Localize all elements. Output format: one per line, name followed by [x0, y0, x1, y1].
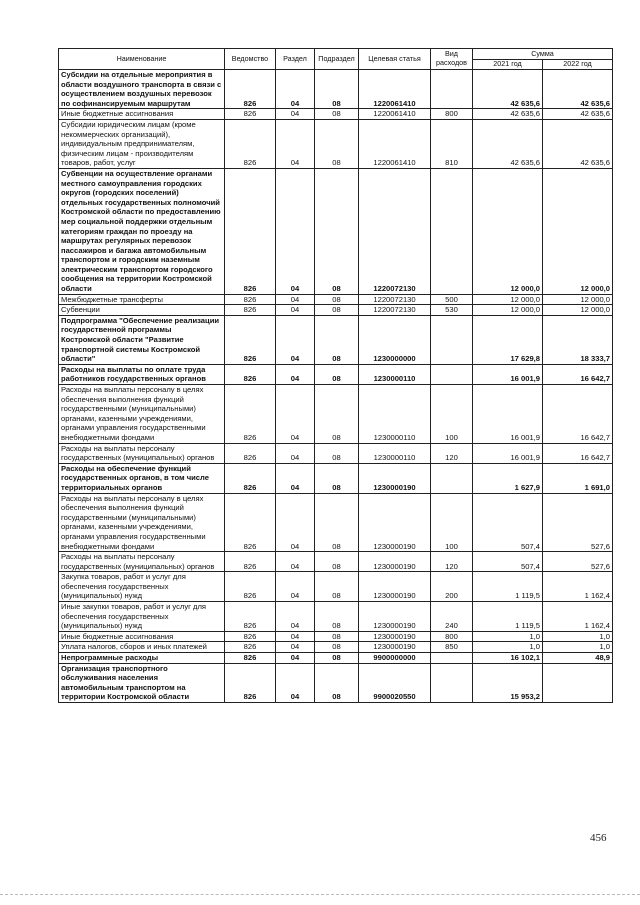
row-name: Расходы на выплаты персоналу в целях обеспечения выполнения функций государственными (муниципальными) органами, казенными учреждениями, органами управления государственными внебюджетными фондами — [59, 493, 225, 552]
row-name: Субвенции — [59, 305, 225, 316]
row-celevaya: 9900000000 — [359, 653, 431, 664]
row-vid: 200 — [431, 572, 473, 602]
row-sum-2021: 1 627,9 — [473, 463, 543, 493]
header-name: Наименование — [59, 49, 225, 70]
row-name: Расходы на выплаты персоналу государственных (муниципальных) органов — [59, 443, 225, 463]
row-razdel: 04 — [276, 463, 315, 493]
row-vid — [431, 364, 473, 384]
row-razdel: 04 — [276, 305, 315, 316]
table-row — [59, 385, 613, 444]
row-sum-2022: 42 635,6 — [543, 119, 613, 168]
row-sum-2022: 48,9 — [543, 653, 613, 664]
table-row — [59, 305, 613, 316]
row-name: Субсидии юридическим лицам (кроме некоммерческих организаций), индивидуальным предпринимателям, физическим лицам - производителям товаров, работ, услуг — [59, 119, 225, 168]
table-row — [59, 315, 613, 364]
row-razdel: 04 — [276, 443, 315, 463]
row-name: Расходы на выплаты персоналу государственных (муниципальных) органов — [59, 552, 225, 572]
row-celevaya: 1230000190 — [359, 572, 431, 602]
row-name: Уплата налогов, сборов и иных платежей — [59, 642, 225, 653]
row-sum-2022: 42 635,6 — [543, 109, 613, 120]
row-sum-2022: 1 691,0 — [543, 463, 613, 493]
row-celevaya: 1220072130 — [359, 294, 431, 305]
row-vid: 800 — [431, 109, 473, 120]
table-row — [59, 294, 613, 305]
row-sum-2022: 12 000,0 — [543, 305, 613, 316]
row-name: Расходы на выплаты по оплате труда работников государственных органов — [59, 364, 225, 384]
row-vid: 100 — [431, 385, 473, 444]
row-razdel: 04 — [276, 168, 315, 294]
row-sum-2022: 527,6 — [543, 493, 613, 552]
row-name: Субвенции на осуществление органами местного самоуправления городских округов (городских поселений) отдельных государственных полномочий Костромской области по предоставлению мер социальной поддержки отдельным категориям граждан по проезду на маршрутах регулярных перевозок пассажиров и багажа автомобильным транспортом и городским наземным электрическим транспортом городского сообщения на территории Костромской области — [59, 168, 225, 294]
row-podrazdel: 08 — [315, 642, 359, 653]
row-vid: 120 — [431, 552, 473, 572]
row-vedomstvo: 826 — [225, 305, 276, 316]
row-vedomstvo: 826 — [225, 602, 276, 632]
row-name: Подпрограмма "Обеспечение реализации государственной программы Костромской области "Развитие транспортной системы Костромской области" — [59, 315, 225, 364]
row-sum-2022: 12 000,0 — [543, 168, 613, 294]
row-sum-2021: 16 001,9 — [473, 385, 543, 444]
table-row — [59, 493, 613, 552]
page-edge-divider — [0, 894, 640, 895]
row-vedomstvo: 826 — [225, 631, 276, 642]
table-row — [59, 642, 613, 653]
row-podrazdel: 08 — [315, 109, 359, 120]
row-razdel: 04 — [276, 663, 315, 702]
row-sum-2021: 16 102,1 — [473, 653, 543, 664]
row-podrazdel: 08 — [315, 653, 359, 664]
row-celevaya: 1230000190 — [359, 642, 431, 653]
header-summa: Сумма — [473, 49, 613, 60]
table-row — [59, 70, 613, 109]
row-name: Расходы на обеспечение функций государственных органов, в том числе территориальных органов — [59, 463, 225, 493]
row-sum-2021: 12 000,0 — [473, 294, 543, 305]
row-sum-2021: 16 001,9 — [473, 443, 543, 463]
row-podrazdel: 08 — [315, 602, 359, 632]
table-row — [59, 168, 613, 294]
row-celevaya: 1220061410 — [359, 119, 431, 168]
header-razdel: Раздел — [276, 49, 315, 70]
row-name: Иные бюджетные ассигнования — [59, 109, 225, 120]
row-celevaya: 1230000110 — [359, 385, 431, 444]
row-sum-2022: 42 635,6 — [543, 70, 613, 109]
row-celevaya: 1230000000 — [359, 315, 431, 364]
row-vedomstvo: 826 — [225, 463, 276, 493]
row-vid — [431, 70, 473, 109]
row-razdel: 04 — [276, 385, 315, 444]
header-year-2022: 2022 год — [543, 60, 613, 70]
row-sum-2022: 16 642,7 — [543, 385, 613, 444]
row-sum-2022: 1,0 — [543, 631, 613, 642]
row-sum-2022: 18 333,7 — [543, 315, 613, 364]
row-vedomstvo: 826 — [225, 572, 276, 602]
row-razdel: 04 — [276, 642, 315, 653]
table-row — [59, 109, 613, 120]
row-celevaya: 1220072130 — [359, 168, 431, 294]
row-razdel: 04 — [276, 364, 315, 384]
row-sum-2022 — [543, 663, 613, 702]
row-sum-2021: 1 119,5 — [473, 602, 543, 632]
row-vedomstvo: 826 — [225, 653, 276, 664]
row-sum-2022: 1 162,4 — [543, 602, 613, 632]
row-vid: 500 — [431, 294, 473, 305]
row-podrazdel: 08 — [315, 294, 359, 305]
row-razdel: 04 — [276, 653, 315, 664]
row-sum-2021: 1,0 — [473, 631, 543, 642]
header-podrazdel: Подраздел — [315, 49, 359, 70]
row-vid — [431, 653, 473, 664]
row-vid: 800 — [431, 631, 473, 642]
header-vid: Вид расходов — [431, 49, 473, 70]
row-razdel: 04 — [276, 119, 315, 168]
row-vedomstvo: 826 — [225, 364, 276, 384]
table-row — [59, 653, 613, 664]
row-vid: 120 — [431, 443, 473, 463]
row-celevaya: 1220061410 — [359, 109, 431, 120]
row-celevaya: 1230000190 — [359, 493, 431, 552]
row-celevaya: 1230000110 — [359, 364, 431, 384]
row-sum-2021: 1 119,5 — [473, 572, 543, 602]
row-vedomstvo: 826 — [225, 663, 276, 702]
row-celevaya: 1230000190 — [359, 631, 431, 642]
budget-table-page — [58, 48, 612, 703]
row-sum-2021: 42 635,6 — [473, 109, 543, 120]
table-row — [59, 572, 613, 602]
row-vedomstvo: 826 — [225, 552, 276, 572]
row-vedomstvo: 826 — [225, 119, 276, 168]
row-vid — [431, 463, 473, 493]
row-sum-2022: 12 000,0 — [543, 294, 613, 305]
row-celevaya: 9900020550 — [359, 663, 431, 702]
row-name: Непрограммные расходы — [59, 653, 225, 664]
row-name: Субсидии на отдельные мероприятия в области воздушного транспорта в связи с осуществлением воздушных перевозок по софинансируемым маршрутам — [59, 70, 225, 109]
table-row — [59, 443, 613, 463]
header-vedomstvo: Ведомство — [225, 49, 276, 70]
row-razdel: 04 — [276, 70, 315, 109]
row-name: Организация транспортного обслуживания населения автомобильным транспортом на территории Костромской области — [59, 663, 225, 702]
row-sum-2022: 1,0 — [543, 642, 613, 653]
row-vedomstvo: 826 — [225, 294, 276, 305]
row-podrazdel: 08 — [315, 119, 359, 168]
row-name: Иные бюджетные ассигнования — [59, 631, 225, 642]
row-celevaya: 1220061410 — [359, 70, 431, 109]
row-vid — [431, 168, 473, 294]
row-vedomstvo: 826 — [225, 642, 276, 653]
row-podrazdel: 08 — [315, 315, 359, 364]
row-sum-2021: 16 001,9 — [473, 364, 543, 384]
row-podrazdel: 08 — [315, 70, 359, 109]
row-sum-2022: 16 642,7 — [543, 443, 613, 463]
row-podrazdel: 08 — [315, 493, 359, 552]
table-row — [59, 364, 613, 384]
table-row — [59, 119, 613, 168]
row-sum-2021: 17 629,8 — [473, 315, 543, 364]
row-name: Иные закупки товаров, работ и услуг для обеспечения государственных (муниципальных) нужд — [59, 602, 225, 632]
table-row — [59, 552, 613, 572]
row-vid — [431, 663, 473, 702]
row-vedomstvo: 826 — [225, 315, 276, 364]
row-podrazdel: 08 — [315, 663, 359, 702]
row-vedomstvo: 826 — [225, 109, 276, 120]
row-podrazdel: 08 — [315, 631, 359, 642]
row-celevaya: 1230000190 — [359, 463, 431, 493]
row-podrazdel: 08 — [315, 552, 359, 572]
row-vedomstvo: 826 — [225, 168, 276, 294]
header-year-2021: 2021 год — [473, 60, 543, 70]
row-sum-2021: 12 000,0 — [473, 168, 543, 294]
row-sum-2022: 1 162,4 — [543, 572, 613, 602]
row-razdel: 04 — [276, 315, 315, 364]
row-sum-2021: 507,4 — [473, 552, 543, 572]
row-celevaya: 1230000110 — [359, 443, 431, 463]
row-sum-2021: 42 635,6 — [473, 119, 543, 168]
row-sum-2021: 1,0 — [473, 642, 543, 653]
row-celevaya: 1230000190 — [359, 602, 431, 632]
row-sum-2022: 16 642,7 — [543, 364, 613, 384]
table-row — [59, 463, 613, 493]
row-vedomstvo: 826 — [225, 493, 276, 552]
row-razdel: 04 — [276, 572, 315, 602]
row-vid: 810 — [431, 119, 473, 168]
row-vid: 240 — [431, 602, 473, 632]
row-razdel: 04 — [276, 109, 315, 120]
row-razdel: 04 — [276, 631, 315, 642]
row-vid: 850 — [431, 642, 473, 653]
table-row — [59, 631, 613, 642]
row-vedomstvo: 826 — [225, 385, 276, 444]
row-razdel: 04 — [276, 552, 315, 572]
row-vid: 100 — [431, 493, 473, 552]
row-podrazdel: 08 — [315, 168, 359, 294]
row-podrazdel: 08 — [315, 443, 359, 463]
row-name: Расходы на выплаты персоналу в целях обеспечения выполнения функций государственными (муниципальными) органами, казенными учреждениями, органами управления государственными внебюджетными фондами — [59, 385, 225, 444]
row-podrazdel: 08 — [315, 305, 359, 316]
row-name: Межбюджетные трансферты — [59, 294, 225, 305]
row-vedomstvo: 826 — [225, 443, 276, 463]
row-vid: 530 — [431, 305, 473, 316]
row-name: Закупка товаров, работ и услуг для обеспечения государственных (муниципальных) нужд — [59, 572, 225, 602]
row-podrazdel: 08 — [315, 572, 359, 602]
row-podrazdel: 08 — [315, 364, 359, 384]
row-sum-2021: 42 635,6 — [473, 70, 543, 109]
page-number: 456 — [590, 832, 607, 844]
row-podrazdel: 08 — [315, 463, 359, 493]
row-razdel: 04 — [276, 294, 315, 305]
budget-table — [58, 48, 613, 703]
row-sum-2022: 527,6 — [543, 552, 613, 572]
row-razdel: 04 — [276, 493, 315, 552]
header-celevaya: Целевая статья — [359, 49, 431, 70]
row-sum-2021: 15 953,2 — [473, 663, 543, 702]
row-vid — [431, 315, 473, 364]
row-sum-2021: 12 000,0 — [473, 305, 543, 316]
row-razdel: 04 — [276, 602, 315, 632]
table-row — [59, 602, 613, 632]
table-row — [59, 663, 613, 702]
row-vedomstvo: 826 — [225, 70, 276, 109]
row-podrazdel: 08 — [315, 385, 359, 444]
row-celevaya: 1230000190 — [359, 552, 431, 572]
row-celevaya: 1220072130 — [359, 305, 431, 316]
row-sum-2021: 507,4 — [473, 493, 543, 552]
